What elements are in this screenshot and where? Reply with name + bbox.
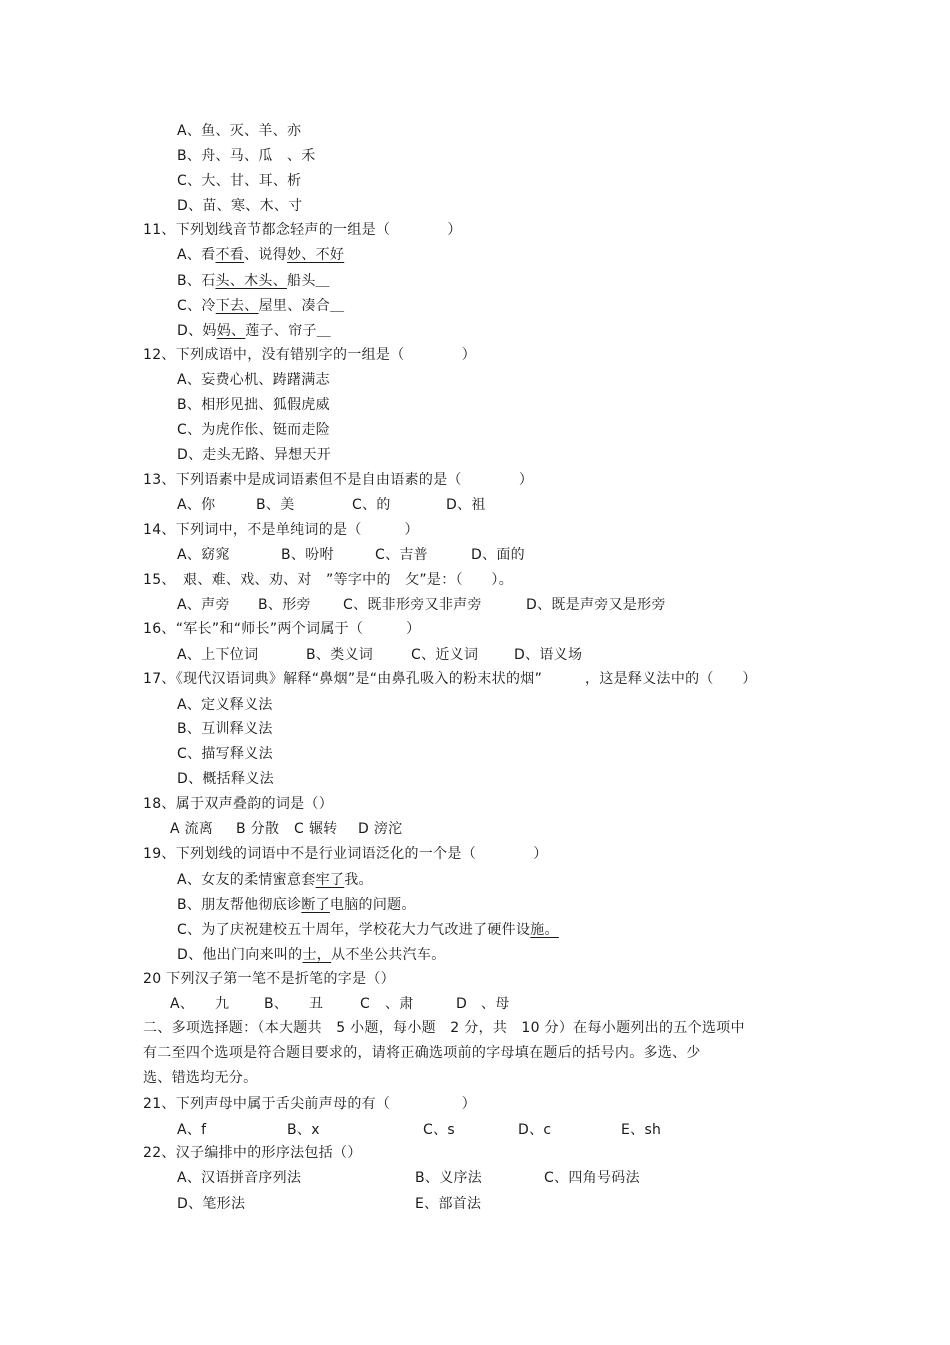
q17-option-a: A、定义释义法	[177, 697, 273, 713]
q18-option-d: D 滂沱	[358, 821, 403, 837]
q15-option-b: B、形旁	[258, 597, 311, 613]
q13-option-b: B、美	[256, 497, 295, 513]
q15-option-d: D、既是声旁又是形旁	[526, 597, 666, 613]
q22-stem: 22、汉子编排中的形序法包括（）	[143, 1145, 362, 1161]
q19-option-b: B、朋友帮他彻底诊断了电脑的问题。	[177, 897, 416, 913]
q10-option-c: C、大、甘、耳、析	[177, 173, 302, 189]
q17-stem: 17、《现代汉语词典》解释“鼻烟”是“由鼻孔吸入的粉末状的烟” ，这是释义法中的（ ）	[143, 671, 757, 687]
q10-option-d: D、苗、寒、木、寸	[177, 198, 303, 214]
q21-option-e: E、sh	[621, 1122, 662, 1138]
q19-option-a: A、女友的柔情蜜意套牢了我。	[177, 872, 373, 888]
q14-option-d: D、面的	[471, 547, 525, 563]
q13-option-c: C、的	[352, 497, 391, 513]
q18-option-c: C 辗转	[294, 821, 338, 837]
section2-instruction-line3: 选、错选均无分。	[143, 1070, 258, 1086]
q20-option-c-letter: C	[360, 996, 371, 1012]
q11-stem: 11、下列划线音节都念轻声的一组是（ ）	[143, 222, 462, 238]
q20-stem: 20 下列汉子第一笔不是折笔的字是（）	[143, 971, 395, 987]
q12-stem: 12、下列成语中，没有错别字的一组是（ ）	[143, 347, 477, 363]
q21-option-d: D、c	[518, 1122, 552, 1138]
q18-option-a: A 流离	[170, 821, 214, 837]
q10-option-b: B、舟、马、瓜 、禾	[177, 148, 316, 164]
q18-stem: 18、属于双声叠韵的词是（）	[143, 796, 334, 812]
q19-option-c: C、为了庆祝建校五十周年，学校花大力气改进了硬件设施。	[177, 922, 559, 938]
q20-option-d-char: 、母	[481, 996, 510, 1012]
q13-option-d: D、祖	[446, 497, 486, 513]
q20-option-a-letter: A、	[170, 996, 195, 1012]
q14-option-b: B、吩咐	[281, 547, 334, 563]
q15-option-c: C、既非形旁又非声旁	[343, 597, 482, 613]
q22-option-b: B、义序法	[415, 1170, 483, 1186]
q16-option-a: A、上下位词	[177, 647, 259, 663]
q11-option-b: B、石头、木头、船头＿	[177, 273, 330, 289]
q12-option-b: B、相形见拙、狐假虎威	[177, 397, 330, 413]
section2-instruction-line2: 有二至四个选项是符合题目要求的，请将正确选项前的字母填在题后的括号内。多选、少	[143, 1045, 701, 1061]
q20-option-b-letter: B、	[264, 996, 289, 1012]
q21-option-a: A、f	[177, 1122, 207, 1138]
q22-option-c: C、四角号码法	[544, 1170, 640, 1186]
q16-option-d: D、语义场	[514, 647, 583, 663]
section2-instruction-line1: 二、多项选择题：（本大题共 5 小题，每小题 2 分，共 10 分）在每小题列出的五个选项中	[143, 1020, 745, 1036]
q17-option-d: D、概括释义法	[177, 771, 274, 787]
q15-stem: 15、 艰、难、戏、劝、对 ”等字中的 攵”是：（ ）。	[143, 572, 514, 588]
q20-option-c-char: 、肃	[385, 996, 414, 1012]
q15-option-a: A、声旁	[177, 597, 230, 613]
q20-option-d-letter: D	[456, 996, 468, 1012]
q16-stem: 16、“军长”和“师长”两个词属于（ ）	[143, 621, 421, 637]
q14-option-c: C、吉普	[375, 547, 428, 563]
q12-option-d: D、走头无路、异想天开	[177, 447, 332, 463]
q13-stem: 13、下列语素中是成词语素但不是自由语素的是（ ）	[143, 472, 534, 488]
q20-option-a-char: 九	[215, 996, 230, 1012]
q17-option-b: B、互训释义法	[177, 721, 273, 737]
q19-stem: 19、下列划线的词语中不是行业词语泛化的一个是（ ）	[143, 846, 548, 862]
q19-option-d: D、他出门向来叫的士，从不坐公共汽车。	[177, 947, 446, 963]
q22-option-d: D、笔形法	[177, 1196, 246, 1212]
q12-option-c: C、为虎作伥、铤而走险	[177, 422, 331, 438]
q16-option-b: B、类义词	[306, 647, 374, 663]
q10-option-a: A、鱼、灭、羊、亦	[177, 123, 302, 139]
q21-stem: 21、下列声母中属于舌尖前声母的有（ ）	[143, 1096, 477, 1112]
q21-option-c: C、s	[423, 1122, 455, 1138]
q18-option-b: B 分散	[236, 821, 280, 837]
q13-option-a: A、你	[177, 497, 216, 513]
q17-option-c: C、描写释义法	[177, 746, 273, 762]
q11-option-a: A、看不看、说得妙、不好	[177, 247, 345, 263]
q11-option-d: D、妈妈、莲子、帘子＿	[177, 323, 332, 339]
q21-option-b: B、x	[287, 1122, 320, 1138]
q16-option-c: C、近义词	[411, 647, 479, 663]
q22-option-a: A、汉语拼音序列法	[177, 1170, 302, 1186]
q22-option-e: E、部首法	[415, 1196, 482, 1212]
q14-option-a: A、窈窕	[177, 547, 230, 563]
q12-option-a: A、妄费心机、踌躇满志	[177, 372, 330, 388]
q20-option-b-char: 丑	[309, 996, 324, 1012]
q11-option-c: C、冷下去、屋里、凑合＿	[177, 298, 345, 314]
q14-stem: 14、下列词中，不是单纯词的是（ ）	[143, 522, 419, 538]
